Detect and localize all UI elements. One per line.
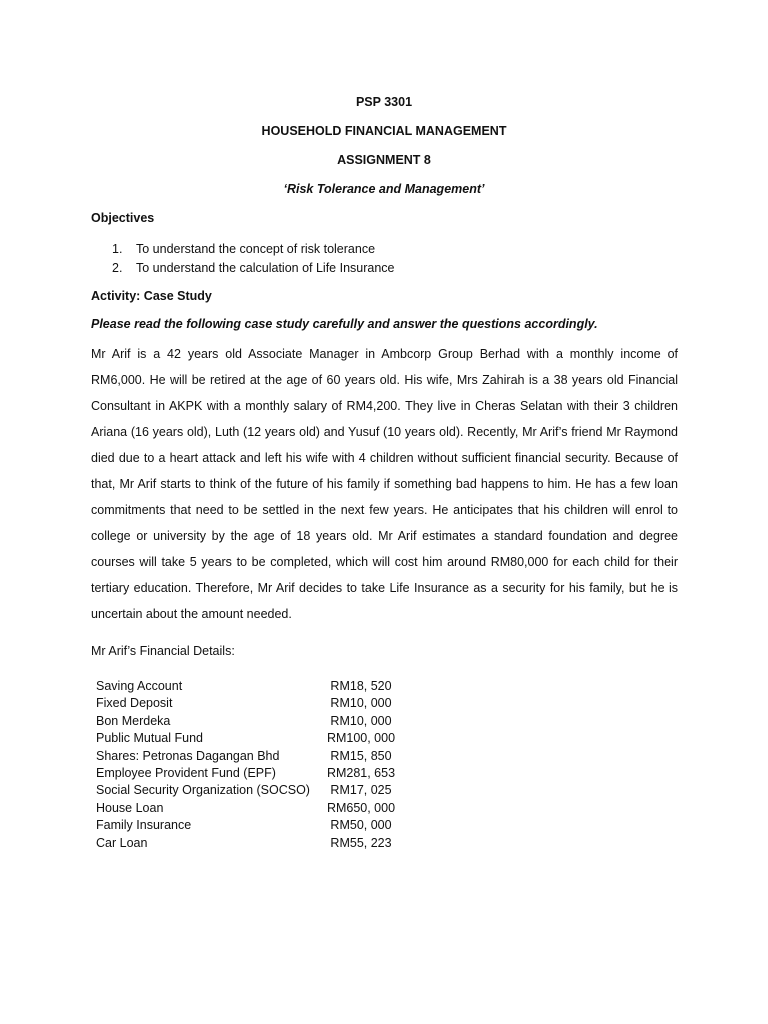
table-row <box>96 765 406 782</box>
table-row <box>96 695 406 712</box>
row-item-label: Family Insurance <box>96 818 192 833</box>
activity-heading: Activity: Case Study <box>91 289 212 303</box>
row-item-label: Bon Merdeka <box>96 713 171 728</box>
row-amount: RM100, 000 <box>326 731 396 746</box>
list-text: To understand the calculation of Life Insurance <box>136 261 395 275</box>
row-item-label: Social Security Organization (SOCSO) <box>96 783 310 798</box>
row-item-label: Shares: Petronas Dagangan Bhd <box>96 748 280 763</box>
instruction-text: Please read the following case study carefully and answer the questions accordingly. <box>91 317 598 331</box>
table-row <box>96 678 406 695</box>
financial-details-table <box>96 678 406 852</box>
row-amount: RM55, 223 <box>330 835 392 850</box>
table-row <box>96 800 406 817</box>
table-row <box>96 817 406 834</box>
row-amount: RM281, 653 <box>326 766 396 781</box>
objectives-heading: Objectives <box>91 211 155 225</box>
course-code: PSP 3301 <box>355 95 413 109</box>
table-row <box>96 835 406 852</box>
row-amount: RM17, 025 <box>330 783 392 798</box>
objectives-list <box>112 240 395 278</box>
list-number: 2. <box>112 261 123 275</box>
row-item-label: Saving Account <box>96 679 183 693</box>
row-item-label: Car Loan <box>96 835 148 850</box>
case-study-paragraph: Mr Arif is a 42 years old Associate Manager in Ambcorp Group Berhad with a monthly income of RM6,000. He will be retired at the age of 60 years old. His wife, Mrs Zahirah is a 38 years old Financial Consultant in AKPK with a monthly salary of RM4,200. They live in Cheras Selatan with their 3 children Ariana (16 years old), Luth (12 years old) and Yusuf (10 years old). Recently, Mr Arif’s friend Mr Raymond died due to a heart attack and left his wife with 4 children without sufficient financial security. Because of that, Mr Arif starts to think of the future of his family if something bad happens to him. He has a few loan commitments that need to be settled in the next few years. He anticipates that his children will enrol to college or university by the age of 18 years old. Mr Arif estimates a standard foundation and degree courses will take 5 years to be completed, which will cost him around RM80,000 for each child for their tertiary education. Therefore, Mr Arif decides to take Life Insurance as a security for his family, but he is uncertain about the amount needed. <box>91 347 678 621</box>
course-title: HOUSEHOLD FINANCIAL MANAGEMENT <box>261 124 507 138</box>
row-item-label: House Loan <box>96 800 164 815</box>
row-item-label: Public Mutual Fund <box>96 731 204 746</box>
list-item <box>112 240 395 259</box>
assignment-topic: ‘Risk Tolerance and Management’ <box>283 182 485 196</box>
table-row <box>96 748 406 765</box>
table-row <box>96 730 406 747</box>
table-row <box>96 713 406 730</box>
table-row <box>96 782 406 799</box>
row-amount: RM10, 000 <box>330 696 392 711</box>
row-amount: RM50, 000 <box>330 818 392 833</box>
row-item-label: Fixed Deposit <box>96 696 173 711</box>
list-item <box>112 259 395 278</box>
row-amount: RM15, 850 <box>330 748 392 763</box>
row-item-label: Employee Provident Fund (EPF) <box>96 766 276 781</box>
row-amount: RM18, 520 <box>330 679 392 693</box>
assignment-title: ASSIGNMENT 8 <box>337 153 431 167</box>
row-amount: RM650, 000 <box>326 800 396 815</box>
row-amount: RM10, 000 <box>330 713 392 728</box>
list-text: To understand the concept of risk tolerance <box>136 242 376 256</box>
list-number: 1. <box>112 242 123 256</box>
financial-details-heading: Mr Arif’s Financial Details: <box>91 644 235 658</box>
